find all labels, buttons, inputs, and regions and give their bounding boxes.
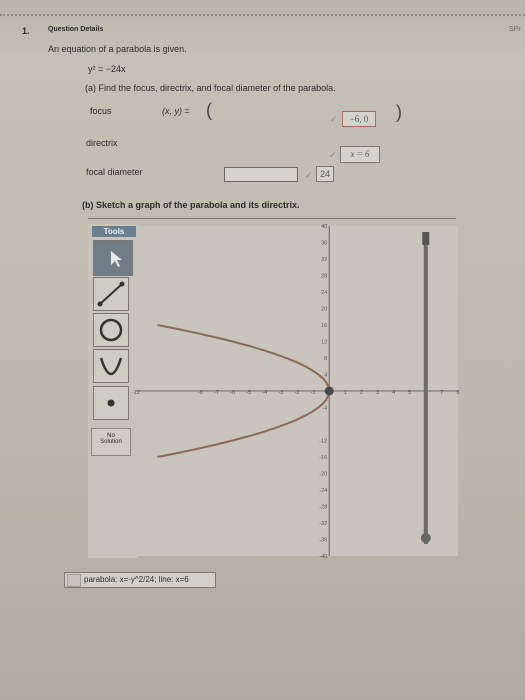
question-details-link[interactable]: Question Details bbox=[48, 26, 104, 33]
y-tick-label: -36 bbox=[319, 537, 328, 544]
y-tick-label: 20 bbox=[321, 306, 328, 313]
cursor-icon bbox=[94, 241, 132, 275]
x-tick-label: -7 bbox=[214, 390, 219, 396]
circle-tool[interactable] bbox=[93, 313, 129, 347]
directrix-handle-bottom bbox=[421, 533, 431, 543]
focus-check-icon: ✓ bbox=[330, 114, 338, 124]
x-tick-label: -4 bbox=[262, 390, 268, 396]
tools-title: Tools bbox=[92, 226, 136, 237]
focus-close-paren: ) bbox=[396, 102, 402, 122]
top-divider bbox=[0, 14, 525, 16]
y-tick-label: -16 bbox=[319, 455, 328, 461]
x-tick-label: 3 bbox=[375, 390, 380, 396]
y-tick-label: -24 bbox=[319, 488, 328, 494]
y-tick-label: -40 bbox=[319, 554, 328, 560]
no-solution-line1: No bbox=[107, 433, 115, 439]
x-tick-label: -5 bbox=[246, 390, 252, 396]
y-tick-label: 40 bbox=[321, 224, 328, 230]
no-solution-line2: Solution bbox=[100, 439, 122, 445]
point-icon bbox=[94, 387, 128, 419]
y-tick-label: -28 bbox=[319, 504, 328, 511]
y-tick-label: 16 bbox=[321, 323, 328, 329]
focal-diameter-input[interactable] bbox=[224, 167, 298, 182]
focal-diameter-answer: 24 bbox=[316, 166, 334, 182]
y-tick-label: 4 bbox=[324, 372, 328, 379]
x-tick-label: -12 bbox=[132, 390, 140, 396]
answer-summary bbox=[64, 572, 216, 588]
y-tick-label: 8 bbox=[324, 356, 328, 362]
y-tick-label: -12 bbox=[319, 438, 328, 445]
y-tick-label: 28 bbox=[321, 273, 328, 280]
focus-open-paren: ( bbox=[206, 100, 212, 120]
focus-label: focus bbox=[90, 106, 112, 116]
directrix-answer-field[interactable]: x = 6 bbox=[340, 146, 380, 163]
y-tick-label: 24 bbox=[321, 290, 328, 296]
directrix-handle-top bbox=[422, 232, 429, 245]
x-tick-label: 7 bbox=[440, 390, 444, 396]
answer-text: parabola: x=-y^2/24; line: x=6 bbox=[84, 575, 189, 584]
x-tick-label: -8 bbox=[197, 390, 203, 396]
problem-intro: An equation of a parabola is given. bbox=[48, 44, 187, 54]
focus-answer-field[interactable]: −6, 0 bbox=[342, 111, 376, 127]
directrix-check-icon: ✓ bbox=[329, 150, 337, 160]
circle-icon bbox=[94, 314, 128, 346]
y-tick-label: 12 bbox=[321, 339, 328, 346]
select-tool[interactable] bbox=[93, 240, 133, 276]
question-number: 1. bbox=[22, 26, 30, 36]
parabola-tool[interactable] bbox=[93, 349, 129, 383]
y-tick-label: -32 bbox=[319, 521, 328, 527]
problem-equation: y² = −24x bbox=[88, 64, 126, 74]
x-tick-label: 5 bbox=[408, 390, 412, 396]
x-tick-label: 2 bbox=[359, 390, 363, 396]
focal-diameter-label: focal diameter bbox=[86, 167, 143, 177]
parabola-icon bbox=[94, 350, 128, 382]
graph-canvas[interactable] bbox=[132, 224, 460, 560]
y-tick-label: -20 bbox=[319, 471, 328, 478]
x-tick-label: 8 bbox=[456, 390, 460, 396]
point-tool[interactable] bbox=[93, 386, 129, 420]
x-tick-label: -6 bbox=[230, 390, 236, 396]
x-tick-label: -2 bbox=[294, 390, 300, 396]
x-tick-label: -3 bbox=[278, 390, 284, 396]
vertex-point bbox=[325, 387, 334, 396]
no-solution-button[interactable] bbox=[91, 428, 131, 456]
focus-xy-label: (x, y) = bbox=[162, 106, 190, 116]
line-icon bbox=[94, 278, 128, 310]
y-tick-label: -4 bbox=[322, 405, 328, 412]
corner-label: SPr bbox=[509, 26, 521, 33]
part-a-prompt: (a) Find the focus, directrix, and focal diameter of the parabola. bbox=[85, 83, 336, 93]
y-tick-label: 36 bbox=[321, 240, 328, 247]
x-tick-label: 1 bbox=[343, 390, 347, 396]
focal-check-icon: ✓ bbox=[305, 170, 313, 180]
x-tick-label: 4 bbox=[392, 390, 396, 396]
part-b-prompt: (b) Sketch a graph of the parabola and its directrix. bbox=[82, 200, 300, 210]
y-tick-label: 32 bbox=[321, 257, 328, 263]
line-tool[interactable] bbox=[93, 277, 129, 311]
x-tick-label: -1 bbox=[310, 390, 316, 396]
answer-icon bbox=[67, 574, 81, 587]
directrix-label: directrix bbox=[86, 138, 118, 148]
